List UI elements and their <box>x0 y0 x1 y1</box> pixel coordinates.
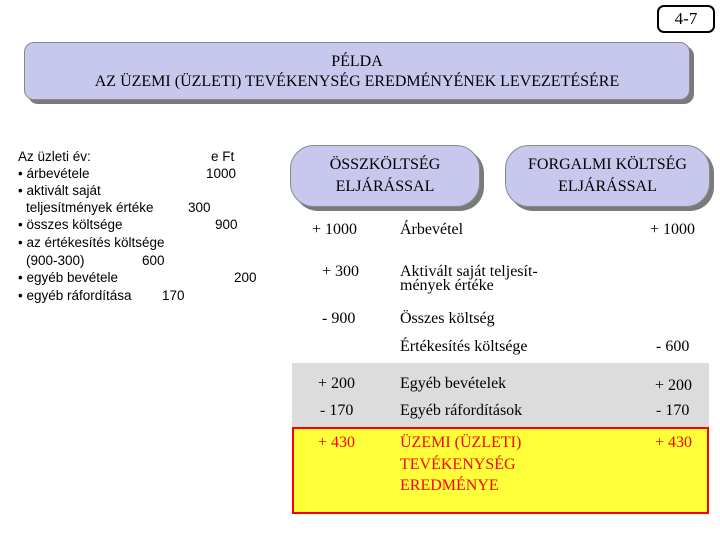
given-total-cost-value: 900 <box>215 217 238 232</box>
given-sales-cost-value: 600 <box>142 253 165 268</box>
given-sales-cost-label: • az értékesítés költsége <box>18 235 165 250</box>
header-total-cost-line-1: ÖSSZKÖLTSÉG <box>329 156 441 173</box>
given-sales-cost-calc: (900-300) <box>26 253 85 268</box>
given-capitalized-label-2: teljesítmények értéke <box>26 200 154 215</box>
row-other-expense-cost-of-sales: - 170 <box>656 402 690 419</box>
result-cost-of-sales: + 430 <box>655 434 693 451</box>
given-total-cost-label: • összes költsége <box>18 217 123 232</box>
header-total-cost-method <box>290 145 480 207</box>
row-other-income-label: Egyéb bevételek <box>400 375 507 392</box>
slide-number: 4-7 <box>657 5 715 33</box>
row-other-income-total-cost: + 200 <box>318 375 356 392</box>
row-total-cost-total-cost: - 900 <box>322 310 356 327</box>
given-year-label: Az üzleti év: <box>18 149 91 164</box>
row-revenue-total-cost: + 1000 <box>312 221 358 238</box>
row-revenue-cost-of-sales: + 1000 <box>650 221 696 238</box>
result-label-2: TEVÉKENYSÉG <box>400 456 516 473</box>
row-other-expense-label: Egyéb ráfordítások <box>400 402 523 419</box>
row-capitalized-label-2: mények értéke <box>400 277 494 294</box>
row-other-expense-total-cost: - 170 <box>320 402 354 419</box>
title-line-1: PÉLDA <box>331 53 383 70</box>
given-other-income-value: 200 <box>234 270 257 285</box>
row-revenue-label: Árbevétel <box>400 221 464 238</box>
result-total-cost: + 430 <box>318 434 356 451</box>
result-label-3: EREDMÉNYE <box>400 477 499 494</box>
header-total-cost-line-2: ELJÁRÁSSAL <box>335 178 435 195</box>
title-line-2: AZ ÜZEMI (ÜZLETI) TEVÉKENYSÉG EREDMÉNYÉNEK LEVEZETÉSÉRE <box>94 73 620 90</box>
given-capitalized-label: • aktivált saját <box>18 183 101 198</box>
row-capitalized-total-cost: + 300 <box>322 263 360 280</box>
given-capitalized-value: 300 <box>188 200 211 215</box>
given-other-expense-value: 170 <box>162 288 185 303</box>
given-other-expense-label: • egyéb ráfordítása <box>18 288 132 303</box>
row-sales-cost-cost-of-sales: - 600 <box>656 338 690 355</box>
given-unit: e Ft <box>211 149 235 164</box>
title-box <box>24 42 690 100</box>
given-revenue-value: 1000 <box>206 166 237 181</box>
header-cost-of-sales-line-2: ELJÁRÁSSAL <box>558 178 657 195</box>
header-cost-of-sales-line-1: FORGALMI KÖLTSÉG <box>528 156 687 173</box>
result-label-1: ÜZEMI (ÜZLETI) <box>400 434 522 451</box>
row-capitalized-label-1: Aktivált saját teljesít- <box>400 263 538 280</box>
given-revenue-label: • árbevétele <box>18 166 90 181</box>
given-other-income-label: • egyéb bevétele <box>18 270 119 285</box>
row-other-income-cost-of-sales: + 200 <box>655 377 693 394</box>
header-cost-of-sales-method <box>505 145 710 207</box>
row-sales-cost-label: Értékesítés költsége <box>400 338 528 355</box>
row-total-cost-label: Összes költség <box>400 310 495 327</box>
